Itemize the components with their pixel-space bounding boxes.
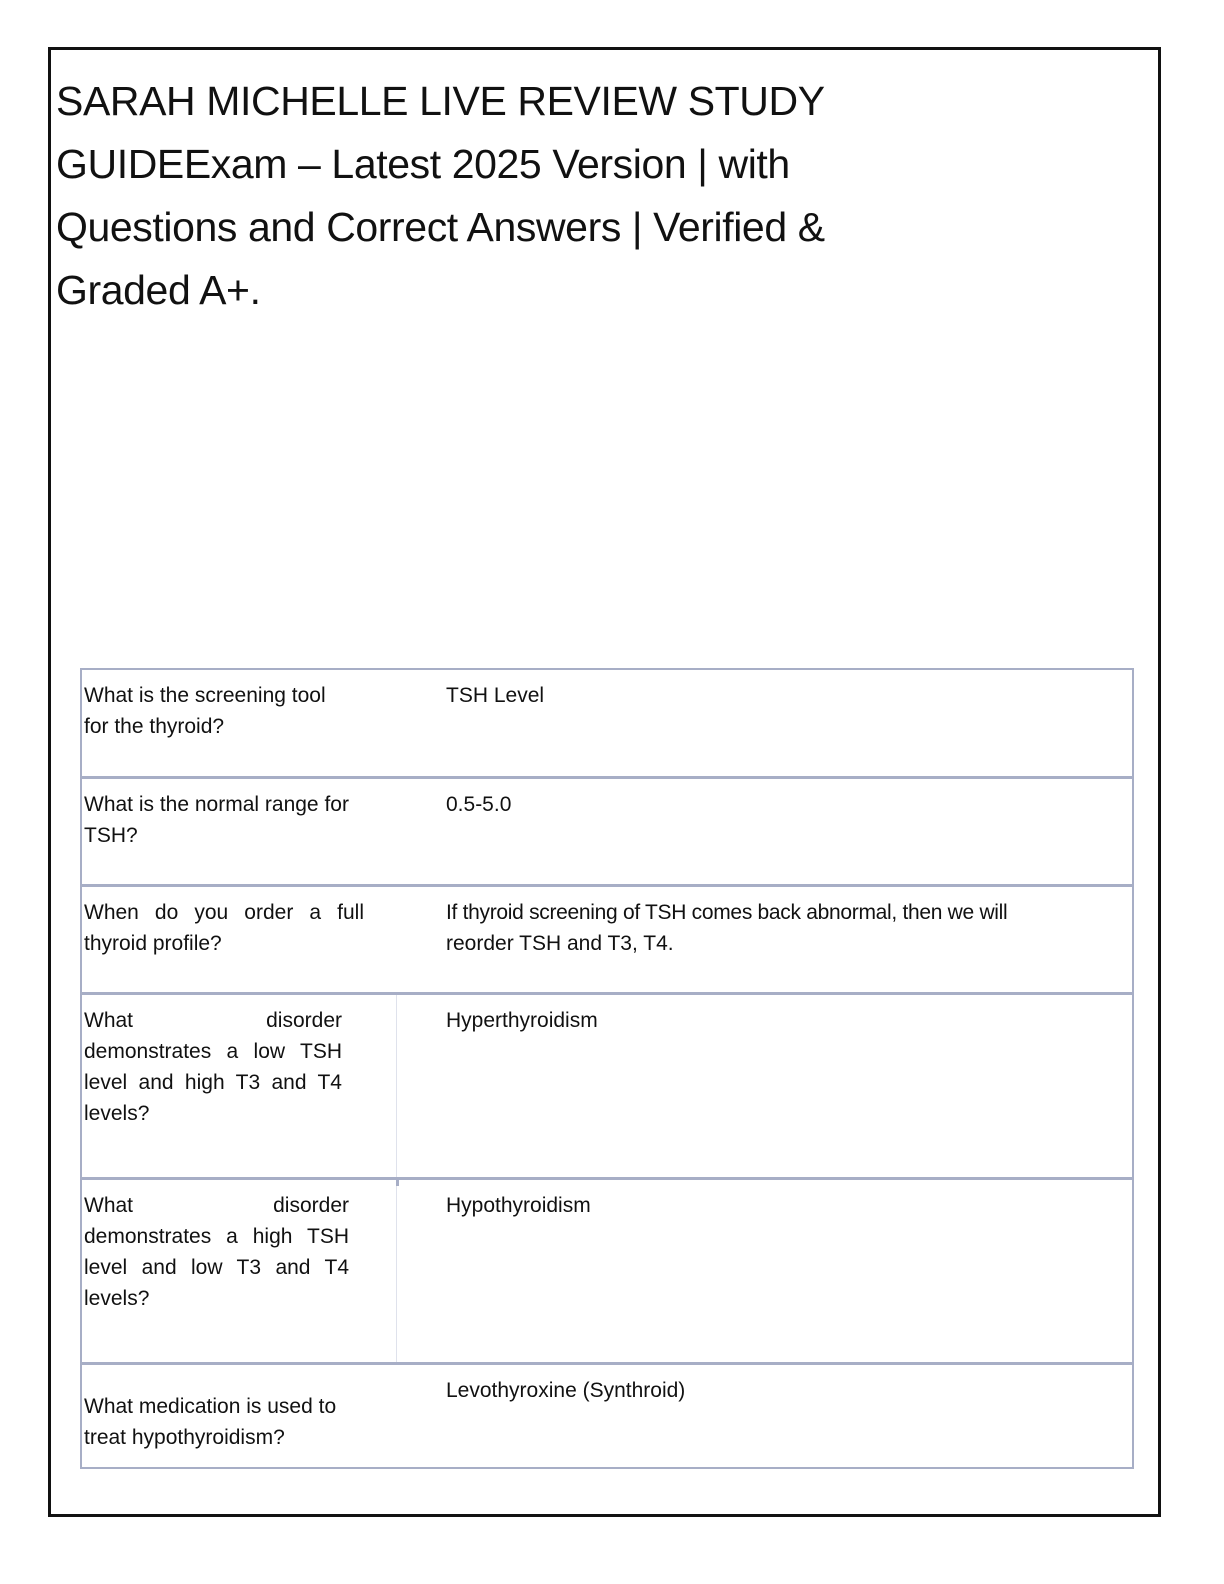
question-line: for the thyroid? — [84, 715, 225, 738]
answer-cell — [446, 1375, 685, 1406]
question-line: treat hypothyroidism? — [84, 1426, 285, 1449]
answer-line: If thyroid screening of TSH comes back abnormal, then we will — [446, 901, 1008, 924]
answer-line: 0.5-5.0 — [446, 793, 512, 816]
answer-cell — [446, 680, 544, 711]
question-line: levels? — [84, 1102, 150, 1125]
table-row — [82, 1177, 1132, 1362]
question-cell — [84, 680, 374, 742]
document-title — [56, 70, 956, 322]
question-line: level and high T3 and T4 — [84, 1071, 342, 1094]
cell-divider-tick — [396, 1177, 399, 1186]
answer-line: Levothyroxine (Synthroid) — [446, 1379, 686, 1402]
question-line: When do you order a full — [84, 901, 364, 924]
answer-cell — [446, 897, 1007, 959]
question-line: What disorder — [84, 1009, 342, 1032]
question-cell — [84, 1391, 374, 1453]
table-row — [82, 670, 1132, 776]
table-row — [82, 1362, 1132, 1467]
qa-table — [80, 668, 1134, 1469]
title-line: Graded A+. — [56, 267, 261, 313]
answer-line: reorder TSH and T3, T4. — [446, 932, 674, 955]
answer-line: Hyperthyroidism — [446, 1009, 598, 1032]
question-line: TSH? — [84, 824, 138, 847]
table-row — [82, 884, 1132, 992]
question-line: level and low T3 and T4 — [84, 1256, 349, 1279]
table-row — [82, 992, 1132, 1177]
question-cell — [84, 789, 374, 851]
question-cell — [84, 1190, 349, 1314]
answer-line: Hypothyroidism — [446, 1194, 591, 1217]
question-line: What disorder — [84, 1194, 349, 1217]
question-line: What is the normal range for — [84, 793, 349, 816]
answer-cell — [446, 789, 511, 820]
question-line: levels? — [84, 1287, 150, 1310]
question-cell — [84, 1005, 342, 1129]
answer-line: TSH Level — [446, 684, 545, 707]
title-line: Questions and Correct Answers | Verified & — [56, 204, 825, 250]
answer-cell — [446, 1190, 591, 1221]
answer-cell — [446, 1005, 598, 1036]
table-row — [82, 776, 1132, 884]
question-line: What medication is used to — [84, 1395, 337, 1418]
question-line: demonstrates a low TSH — [84, 1040, 342, 1063]
title-line: GUIDEExam – Latest 2025 Version | with — [56, 141, 790, 187]
title-line: SARAH MICHELLE LIVE REVIEW STUDY — [56, 78, 825, 124]
question-cell — [84, 897, 364, 959]
question-line: What is the screening tool — [84, 684, 326, 707]
question-line: demonstrates a high TSH — [84, 1225, 349, 1248]
question-line: thyroid profile? — [84, 932, 222, 955]
